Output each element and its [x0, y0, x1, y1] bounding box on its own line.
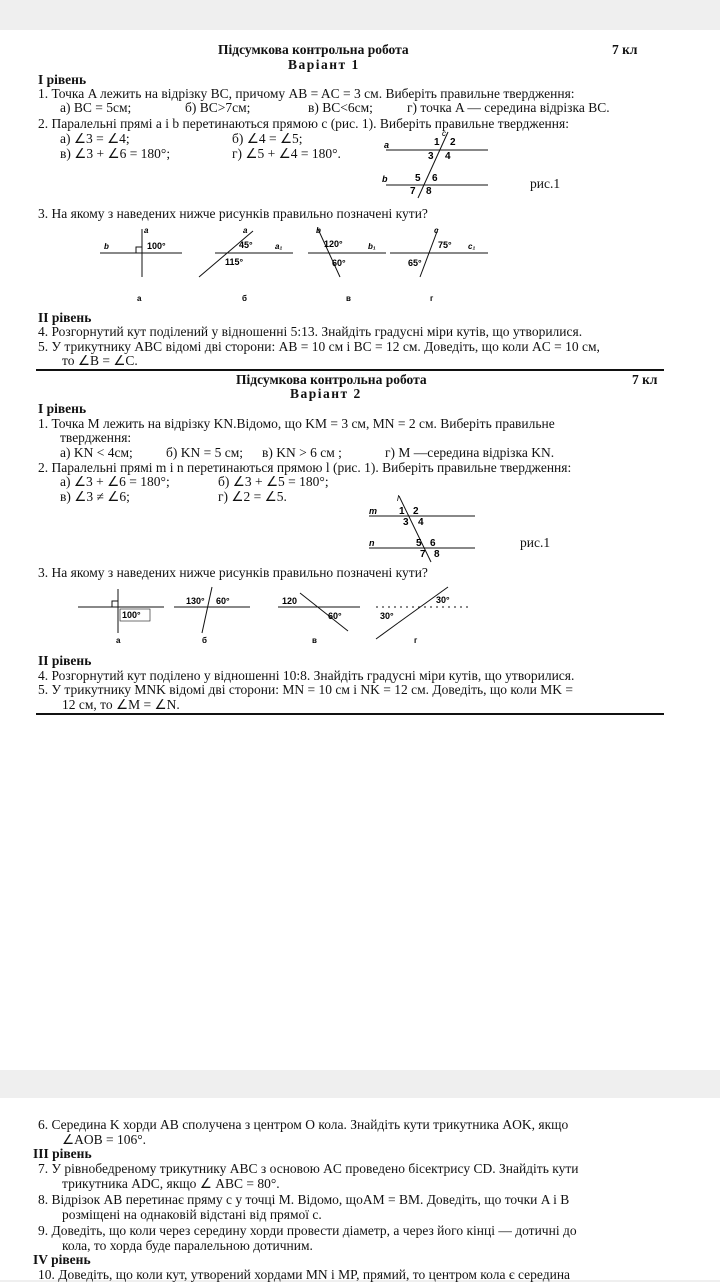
figure-label: a [144, 226, 149, 235]
v2-fig1-parallel-lines-diagram [365, 494, 480, 564]
v2-q1-line1: 1. Точка M лежить на відрізку KN.Відомо, що KM = 3 см, MN = 2 см. Виберіть правильне [38, 416, 555, 431]
figure-label: 120° [324, 239, 343, 249]
v1-fig1-num-1: 1 [434, 137, 440, 148]
v2-q2-opt-d: г) ∠2 = ∠5. [218, 489, 287, 504]
figure-label: n [369, 538, 375, 548]
figure-label: c [434, 226, 439, 235]
v2-q5-line2: 12 см, то ∠M = ∠N. [62, 697, 180, 712]
v1-q3-fig-b [195, 225, 295, 305]
v1-variant: Варіант 1 [288, 57, 360, 72]
figure-label: 75° [438, 240, 452, 250]
figure-label: 60° [216, 596, 230, 606]
v1-q1: 1. Точка A лежить на відрізку BC, причому AB = AC = 3 см. Виберіть правильне твердження: [38, 86, 575, 101]
figure-label: 120 [282, 596, 298, 606]
level4-heading: IV рівень [33, 1252, 91, 1267]
worksheet-page-2 [0, 1098, 720, 1280]
v2-q2-opt-b: б) ∠3 + ∠5 = 180°; [218, 474, 329, 489]
v2-q1-opt-b: б) KN = 5 см; [166, 445, 244, 460]
q6-line2: ∠AOB = 106°. [62, 1132, 146, 1147]
v1-q5-line2: то ∠B = ∠C. [62, 353, 138, 368]
v2-q3-fig-a [78, 585, 168, 645]
figure-label: a₁ [275, 242, 283, 251]
v1-q1-opt-c: в) BC<6см; [308, 100, 373, 115]
v1-fig1-label-c: c [442, 130, 446, 138]
figure-label: а [116, 636, 121, 645]
figure-label: 45° [239, 240, 253, 250]
q9-line2: кола, то хорда буде паралельною дотичним. [62, 1238, 313, 1253]
figure-label: 6 [430, 538, 436, 549]
v2-q4: 4. Розгорнутий кут поділено у відношенні 10:8. Знайдіть градусні міри кутів, що утворилися. [38, 668, 575, 683]
q8-line1: 8. Відрізок AB перетинає пряму c у точці M. Відомо, щоAM = BM. Доведіть, що точки A і B [38, 1192, 570, 1207]
v1-level2-heading: ІІ рівень [38, 310, 92, 325]
v1-grade: 7 кл [612, 42, 638, 57]
v2-q1-opt-c: в) KN > 6 см ; [262, 445, 342, 460]
figure-label: 2 [413, 506, 419, 517]
figure-label: 4 [418, 517, 424, 528]
figure-label: 100° [147, 241, 166, 251]
level3-heading: ІІІ рівень [33, 1146, 92, 1161]
divider-rule [36, 369, 664, 371]
v1-fig1-num-2: 2 [450, 137, 456, 148]
v1-title: Підсумкова контрольна робота [218, 42, 409, 57]
figure-label: 7 [420, 549, 426, 560]
v1-q5-line1: 5. У трикутнику ABC відомі дві сторони: AB = 10 см і BC = 12 см. Доведіть, що коли AC = 10 см, [38, 339, 600, 354]
v2-q3-fig-d [374, 583, 470, 645]
figure-label: б [202, 636, 207, 645]
figure-label: l [397, 494, 399, 503]
figure-label: 100° [122, 610, 141, 620]
bottom-rule [36, 713, 664, 715]
figure-label: 30° [436, 595, 450, 605]
v2-q1-opt-d: г) M —середина відрізка KN. [385, 445, 555, 460]
v1-q2-opt-d: г) ∠5 + ∠4 = 180°. [232, 146, 341, 161]
figure-label: в [312, 636, 317, 645]
v1-q4: 4. Розгорнутий кут поділений у відношенні 5:13. Знайдіть градусні міри кутів, що утворилися. [38, 324, 583, 339]
figure-label: 5 [416, 538, 422, 549]
v2-q3-fig-c [276, 585, 366, 645]
figure-label: 130° [186, 596, 205, 606]
v1-q2-opt-a: а) ∠3 = ∠4; [60, 131, 130, 146]
v1-q2: 2. Паралельні прямі a і b перетинаються прямою c (рис. 1). Виберіть правильне твердження: [38, 116, 569, 131]
v1-fig1-num-6: 6 [432, 173, 438, 184]
v1-fig1-num-4: 4 [445, 151, 451, 162]
figure-label: 115° [225, 257, 244, 267]
q10-line1: 10. Доведіть, що коли кут, утворений хордами MN і MP, прямий, то центром кола є середина [38, 1267, 571, 1282]
v1-fig1-label-b: b [382, 174, 388, 184]
figure-label: 1 [399, 506, 405, 517]
v1-q3-fig-d [390, 225, 490, 305]
figure-label: m [369, 506, 378, 516]
worksheet-page-1 [0, 30, 720, 1070]
figure-label: c₁ [468, 242, 476, 251]
v1-q1-opt-a: а) BC = 5см; [60, 100, 132, 115]
v2-q1-line2: твердження: [60, 430, 132, 445]
q7-line2: трикутника ADC, якщо ∠ ABC = 80°. [62, 1176, 280, 1191]
v2-variant: Варіант 2 [290, 386, 362, 401]
v1-fig1-num-5: 5 [415, 173, 421, 184]
v2-q2: 2. Паралельні прямі m і n перетинаються прямою l (рис. 1). Виберіть правильне твердження: [38, 460, 572, 475]
v1-q1-opt-b: б) BC>7см; [185, 100, 251, 115]
figure-label: b [316, 226, 321, 235]
v2-q3-fig-b [172, 585, 252, 645]
q8-line2: розміщені на однаковій відстані від прямої c. [62, 1207, 322, 1222]
v1-q3-fig-a [100, 225, 190, 305]
v1-fig1-num-7: 7 [410, 186, 416, 197]
v1-q3-fig-c [308, 225, 388, 305]
v2-q3: 3. На якому з наведених нижче рисунків правильно позначені кути? [38, 565, 428, 580]
v1-q2-opt-c: в) ∠3 + ∠6 = 180°; [60, 146, 171, 161]
q7-line1: 7. У рівнобедреному трикутнику ABC з основою AC проведено бісектрису CD. Знайдіть кути [38, 1161, 579, 1176]
v1-fig1-parallel-lines-diagram [378, 130, 498, 200]
q9-line1: 9. Доведіть, що коли через середину хорди провести діаметр, а через його кінці — дотичні до [38, 1223, 577, 1238]
figure-label: б [242, 294, 247, 303]
v1-fig1-caption: рис.1 [530, 176, 561, 191]
v2-q1-opt-a: а) KN < 4см; [60, 445, 133, 460]
v2-level1-heading: І рівень [38, 401, 87, 416]
v1-q1-opt-d: г) точка A — середина відрізка BC. [407, 100, 610, 115]
v1-q2-opt-b: б) ∠4 = ∠5; [232, 131, 303, 146]
figure-label: 30° [380, 611, 394, 621]
figure-label: г [430, 294, 434, 303]
figure-label: в [346, 294, 351, 303]
figure-label: 3 [403, 517, 409, 528]
figure-label: 65° [408, 258, 422, 268]
figure-label: b [104, 242, 109, 251]
figure-label: г [414, 636, 418, 645]
v2-title: Підсумкова контрольна робота [236, 372, 427, 387]
v1-fig1-label-a: a [384, 140, 390, 150]
v2-q2-opt-c: в) ∠3 ≠ ∠6; [60, 489, 130, 504]
figure-label: 8 [434, 549, 440, 560]
figure-label: а [137, 294, 142, 303]
v2-grade: 7 кл [632, 372, 658, 387]
v2-fig1-caption: рис.1 [520, 535, 551, 550]
q6-line1: 6. Середина K хорди AB сполучена з центром O кола. Знайдіть кути трикутника AOK, якщо [38, 1117, 569, 1132]
v2-level2-heading: ІІ рівень [38, 653, 92, 668]
figure-label: b₁ [368, 242, 376, 251]
v1-fig1-num-3: 3 [428, 151, 434, 162]
v1-level1-heading: І рівень [38, 72, 87, 87]
figure-label: a [243, 226, 248, 235]
v2-q5-line1: 5. У трикутнику MNK відомі дві сторони: MN = 10 см і NK = 12 см. Доведіть, що коли MK = [38, 682, 573, 697]
figure-label: 60° [332, 258, 346, 268]
figure-label: 60° [328, 611, 342, 621]
v1-q3: 3. На якому з наведених нижче рисунків правильно позначені кути? [38, 206, 428, 221]
v1-fig1-num-8: 8 [426, 186, 432, 197]
v2-q2-opt-a: а) ∠3 + ∠6 = 180°; [60, 474, 170, 489]
